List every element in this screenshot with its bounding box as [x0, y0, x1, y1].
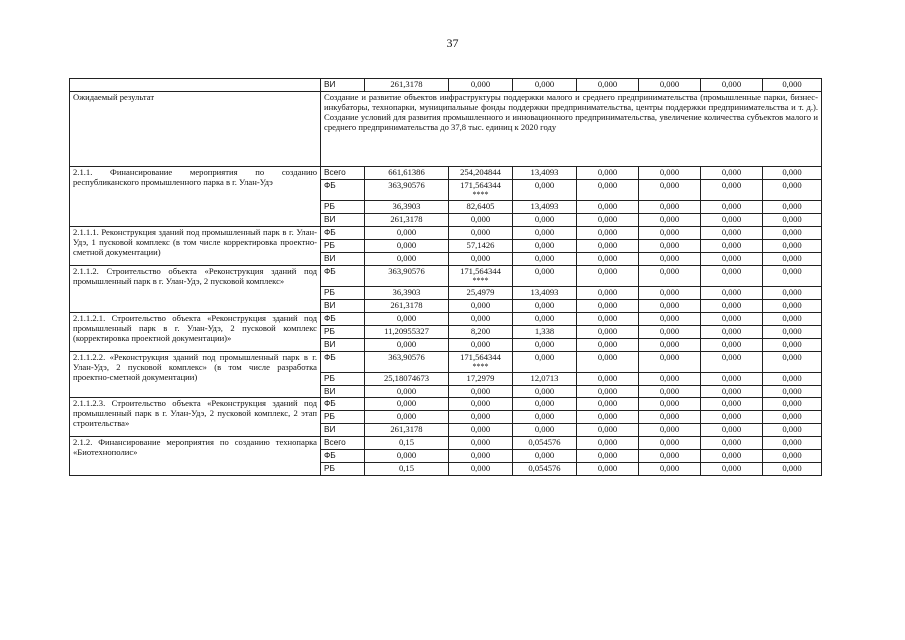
value-cell: 0,000	[639, 411, 701, 424]
value-cell: 0,000	[701, 450, 763, 463]
value-cell: 0,000	[701, 226, 763, 239]
value-cell: 0,000	[639, 252, 701, 265]
funding-source: РБ	[321, 372, 365, 385]
funding-source: ФБ	[321, 312, 365, 325]
value-cell: 0,000	[701, 213, 763, 226]
funding-source: РБ	[321, 325, 365, 338]
value-cell: 0,000	[449, 398, 513, 411]
funding-source: ФБ	[321, 398, 365, 411]
table-row	[70, 79, 822, 92]
value-cell: 0,000	[449, 79, 513, 92]
funding-source: ВИ	[321, 299, 365, 312]
value-cell: 0,000	[639, 463, 701, 476]
value-cell: 0,000	[365, 411, 449, 424]
value-cell: 0,000	[513, 213, 577, 226]
value-cell: 0,000	[449, 411, 513, 424]
value-cell: 0,000	[577, 200, 639, 213]
value-cell: 0,000	[701, 200, 763, 213]
value-cell: 0,000	[701, 411, 763, 424]
value-cell: 0,000	[513, 265, 577, 286]
activity-name: 2.1.1.2.2. «Реконструкция зданий под промышленный парк в г. Улан-Удэ, 2 пусковой комплекс» (в том числе разработка проектно-сметной документации)	[70, 351, 321, 398]
funding-source: ВИ	[321, 338, 365, 351]
value-cell: 0,000	[577, 372, 639, 385]
value-cell: 363,90576	[365, 265, 449, 286]
value-cell: 0,000	[577, 299, 639, 312]
value-cell: 36,3903	[365, 286, 449, 299]
value-cell: 261,3178	[365, 213, 449, 226]
value-cell: 0,000	[577, 424, 639, 437]
value-cell: 0,000	[639, 437, 701, 450]
value-cell: 13,4093	[513, 166, 577, 179]
value-cell: 0,000	[763, 437, 822, 450]
table-row	[70, 398, 822, 411]
value-cell: 0,000	[763, 239, 822, 252]
value-cell: 0,000	[763, 252, 822, 265]
value-cell: 0,000	[513, 179, 577, 200]
value-cell: 0,000	[701, 252, 763, 265]
value-cell: 0,000	[513, 79, 577, 92]
value-cell: 0,000	[763, 385, 822, 398]
value-cell: 0,000	[639, 351, 701, 372]
value-cell: 661,61386	[365, 166, 449, 179]
value-cell: 0,000	[763, 398, 822, 411]
value-cell: 0,000	[577, 325, 639, 338]
value-cell: 0,000	[513, 424, 577, 437]
value-cell: 0,000	[449, 424, 513, 437]
value-cell: 0,000	[701, 79, 763, 92]
value-cell: 0,000	[639, 239, 701, 252]
table-row	[70, 265, 822, 286]
value-cell: 363,90576	[365, 351, 449, 372]
value-cell: 0,000	[449, 226, 513, 239]
row-label-empty	[70, 79, 321, 92]
value-cell: 0,000	[365, 312, 449, 325]
value-cell: 0,000	[365, 338, 449, 351]
value-cell: 0,000	[513, 252, 577, 265]
value-cell: 0,000	[365, 252, 449, 265]
value-cell: 0,000	[639, 424, 701, 437]
value-cell: 0,000	[763, 166, 822, 179]
value-cell: 0,000	[513, 411, 577, 424]
value-cell: 0,000	[639, 385, 701, 398]
value-cell: 0,000	[701, 166, 763, 179]
funding-source: ФБ	[321, 265, 365, 286]
funding-source: Всего	[321, 166, 365, 179]
value-cell: 0,000	[365, 226, 449, 239]
value-cell: 261,3178	[365, 79, 449, 92]
value-cell: 363,90576	[365, 179, 449, 200]
value-cell: 17,2979	[449, 372, 513, 385]
value-cell: 0,000	[513, 226, 577, 239]
value-cell: 0,000	[701, 351, 763, 372]
value-cell: 0,000	[577, 351, 639, 372]
value-cell: 0,000	[577, 312, 639, 325]
value-cell: 0,000	[639, 166, 701, 179]
value-cell: 0,000	[763, 265, 822, 286]
value-cell: 0,000	[763, 213, 822, 226]
value-cell: 0,000	[577, 463, 639, 476]
table-row	[70, 437, 822, 450]
value-cell: 0,000	[639, 286, 701, 299]
value-cell: 0,000	[639, 179, 701, 200]
value-cell: 0,000	[701, 437, 763, 450]
value-cell: 0,000	[639, 200, 701, 213]
value-cell: 0,15	[365, 463, 449, 476]
value-cell: 0,000	[763, 299, 822, 312]
value-cell: 261,3178	[365, 424, 449, 437]
expected-result-label: Ожидаемый результат	[70, 91, 321, 166]
value-cell: 0,000	[701, 299, 763, 312]
value-cell: 0,000	[763, 338, 822, 351]
funding-source: РБ	[321, 239, 365, 252]
value-cell	[449, 179, 513, 200]
value-cell: 261,3178	[365, 299, 449, 312]
value-cell: 0,000	[639, 226, 701, 239]
value-cell: 0,000	[577, 213, 639, 226]
value-cell: 0,000	[763, 424, 822, 437]
table-row	[70, 312, 822, 325]
funding-source: РБ	[321, 463, 365, 476]
value-text: 171,564344	[460, 351, 501, 362]
funding-source: ВИ	[321, 424, 365, 437]
value-cell: 0,000	[763, 179, 822, 200]
value-cell: 57,1426	[449, 239, 513, 252]
value-cell: 0,000	[701, 286, 763, 299]
footnote-marker: ****	[472, 275, 489, 285]
value-cell: 0,000	[449, 213, 513, 226]
value-cell: 0,054576	[513, 463, 577, 476]
value-cell: 0,000	[449, 437, 513, 450]
value-cell: 0,000	[513, 450, 577, 463]
value-cell: 0,000	[577, 79, 639, 92]
value-cell: 0,054576	[513, 437, 577, 450]
value-cell: 0,000	[513, 338, 577, 351]
value-cell: 0,000	[701, 338, 763, 351]
value-cell: 0,000	[763, 411, 822, 424]
value-cell: 11,20955327	[365, 325, 449, 338]
value-cell: 254,204844	[449, 166, 513, 179]
value-cell: 25,18074673	[365, 372, 449, 385]
value-cell	[449, 265, 513, 286]
value-cell: 0,000	[365, 239, 449, 252]
value-cell: 0,000	[577, 450, 639, 463]
value-cell: 0,000	[513, 351, 577, 372]
value-cell: 0,000	[701, 372, 763, 385]
value-cell: 0,000	[577, 252, 639, 265]
value-cell: 0,000	[577, 239, 639, 252]
value-cell: 0,000	[763, 79, 822, 92]
value-cell: 0,000	[577, 338, 639, 351]
value-cell: 0,000	[513, 312, 577, 325]
table-row	[70, 351, 822, 372]
footnote-marker: ****	[472, 189, 489, 199]
value-cell: 0,000	[577, 265, 639, 286]
value-cell: 0,000	[577, 226, 639, 239]
value-cell: 0,000	[701, 179, 763, 200]
value-cell: 12,0713	[513, 372, 577, 385]
value-cell: 0,000	[365, 450, 449, 463]
value-text: 171,564344	[460, 265, 501, 276]
value-cell: 13,4093	[513, 200, 577, 213]
funding-source: ВИ	[321, 252, 365, 265]
funding-source: ВИ	[321, 213, 365, 226]
value-cell: 0,000	[639, 79, 701, 92]
table-row	[70, 226, 822, 239]
value-cell: 0,000	[763, 372, 822, 385]
funding-source: ФБ	[321, 351, 365, 372]
expected-result-text: Создание и развитие объектов инфраструктуры поддержки малого и среднего предпринимательства (промышленные парки, бизнес-инкубаторы, технопарки, муниципальные фонды поддержки предпринимательства, центры поддержки предпринимательства и т. д.). Создание условий для развития промышленного и инновационного предпринимательства, увеличение количества субъектов малого и среднего предпринимательства до 37,8 тыс. единиц к 2020 году	[321, 91, 822, 166]
value-cell: 0,000	[639, 213, 701, 226]
funding-source: ФБ	[321, 179, 365, 200]
value-cell: 82,6405	[449, 200, 513, 213]
table-row	[70, 166, 822, 179]
value-cell: 0,000	[513, 398, 577, 411]
value-cell: 0,000	[577, 398, 639, 411]
funding-source: ВИ	[321, 385, 365, 398]
activity-name: 2.1.1.2.1. Строительство объекта «Реконструкция зданий под промышленный парк в г. Улан-Удэ, 2 пусковой комплекс (корректировка проектной документации)»	[70, 312, 321, 351]
funding-source: ФБ	[321, 226, 365, 239]
value-cell: 0,000	[365, 385, 449, 398]
value-cell: 1,338	[513, 325, 577, 338]
funding-source: РБ	[321, 286, 365, 299]
activity-name: 2.1.2. Финансирование мероприятия по созданию технопарка «Биотехнополис»	[70, 437, 321, 476]
value-cell: 0,000	[639, 338, 701, 351]
value-cell: 0,000	[513, 385, 577, 398]
value-cell: 13,4093	[513, 286, 577, 299]
expected-result-row	[70, 91, 822, 166]
value-cell: 0,000	[763, 463, 822, 476]
value-cell: 0,000	[365, 398, 449, 411]
value-cell: 0,000	[763, 312, 822, 325]
value-cell: 0,000	[577, 166, 639, 179]
value-cell: 0,000	[763, 286, 822, 299]
value-cell: 0,000	[513, 299, 577, 312]
value-cell: 0,000	[701, 398, 763, 411]
funding-source: ВИ	[321, 79, 365, 92]
value-cell: 0,000	[763, 325, 822, 338]
value-cell: 0,000	[701, 265, 763, 286]
value-cell: 0,000	[763, 226, 822, 239]
value-cell: 36,3903	[365, 200, 449, 213]
value-cell: 0,000	[639, 299, 701, 312]
value-cell: 0,000	[577, 286, 639, 299]
value-cell: 0,000	[639, 450, 701, 463]
value-cell: 0,000	[701, 239, 763, 252]
value-cell: 0,000	[639, 372, 701, 385]
value-cell: 0,15	[365, 437, 449, 450]
value-text: 171,564344	[460, 179, 501, 190]
value-cell: 0,000	[449, 338, 513, 351]
value-cell: 0,000	[763, 200, 822, 213]
value-cell: 0,000	[701, 463, 763, 476]
activity-name: 2.1.1.2. Строительство объекта «Реконструкция зданий под промышленный парк в г. Улан-Удэ, 2 пусковой комплекс»	[70, 265, 321, 312]
value-cell: 0,000	[577, 179, 639, 200]
footnote-marker: ****	[472, 361, 489, 371]
value-cell: 0,000	[449, 450, 513, 463]
value-cell: 0,000	[577, 411, 639, 424]
value-cell: 8,200	[449, 325, 513, 338]
value-cell: 0,000	[639, 312, 701, 325]
value-cell: 0,000	[763, 450, 822, 463]
value-cell: 0,000	[639, 265, 701, 286]
value-cell: 0,000	[701, 312, 763, 325]
value-cell: 0,000	[449, 299, 513, 312]
value-cell: 0,000	[701, 325, 763, 338]
value-cell	[449, 351, 513, 372]
activity-name: 2.1.1. Финансирование мероприятия по созданию республиканского промышленного парка в г. Улан-Удэ	[70, 166, 321, 226]
value-cell: 0,000	[639, 398, 701, 411]
funding-source: ФБ	[321, 450, 365, 463]
value-cell: 0,000	[449, 312, 513, 325]
value-cell: 0,000	[639, 325, 701, 338]
page-number: 37	[446, 36, 459, 50]
funding-source: РБ	[321, 411, 365, 424]
value-cell: 25,4979	[449, 286, 513, 299]
value-cell: 0,000	[513, 239, 577, 252]
value-cell: 0,000	[701, 385, 763, 398]
value-cell: 0,000	[449, 252, 513, 265]
value-cell: 0,000	[577, 385, 639, 398]
budget-table	[69, 78, 822, 476]
value-cell: 0,000	[763, 351, 822, 372]
value-cell: 0,000	[449, 463, 513, 476]
value-cell: 0,000	[577, 437, 639, 450]
funding-source: РБ	[321, 200, 365, 213]
funding-source: Всего	[321, 437, 365, 450]
value-cell: 0,000	[701, 424, 763, 437]
activity-name: 2.1.1.2.3. Строительство объекта «Реконструкция зданий под промышленный парк в г. Улан-Удэ, 2 пусковой комплекс, 2 этап строительства»	[70, 398, 321, 437]
activity-name: 2.1.1.1. Реконструкция зданий под промышленный парк в г. Улан-Удэ, 1 пусковой комплекс (в том числе корректировка проектно-сметной документации)	[70, 226, 321, 265]
value-cell: 0,000	[449, 385, 513, 398]
